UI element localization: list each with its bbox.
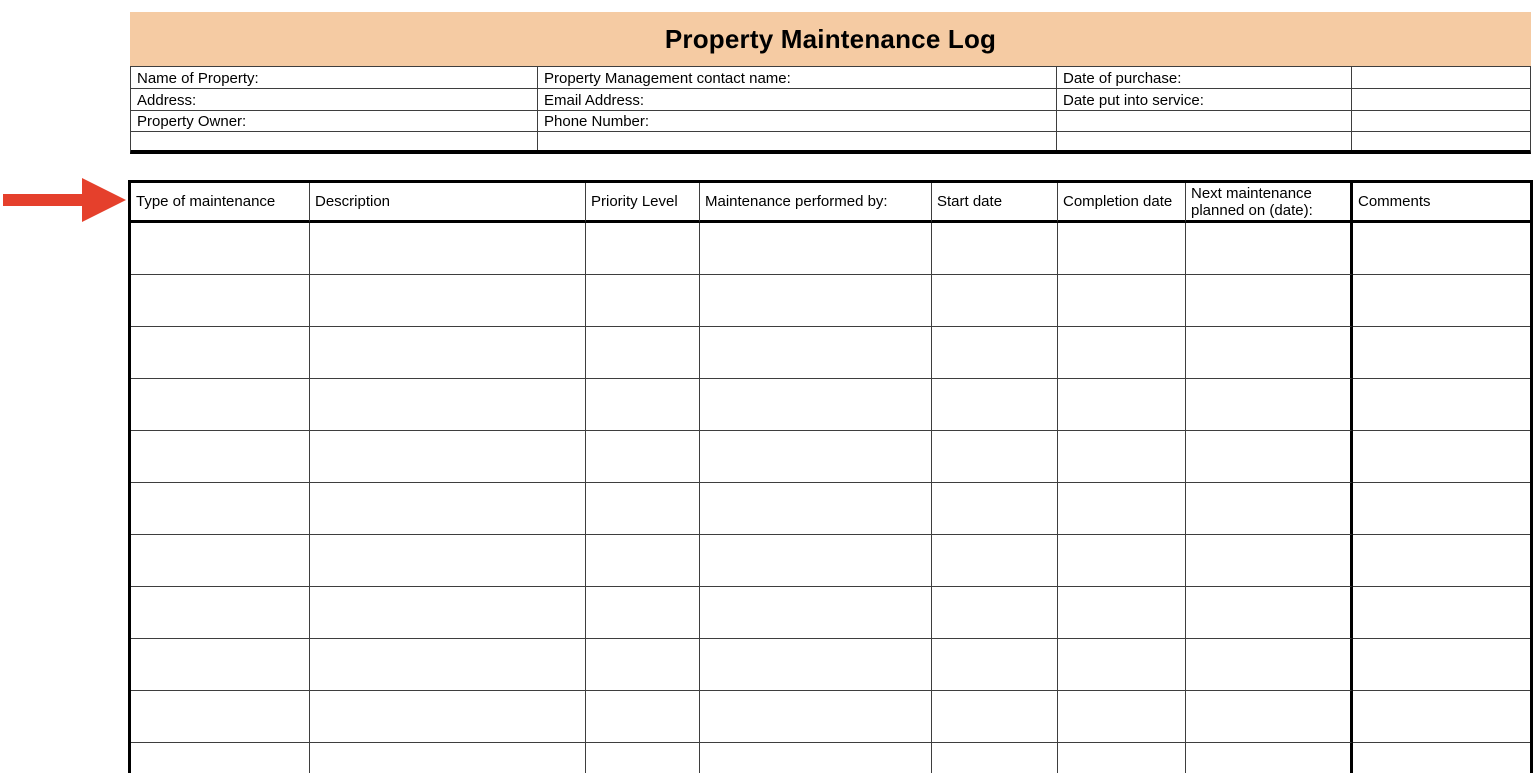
log-cell-type-of-maintenance[interactable] [131,639,310,691]
info-value-cell[interactable] [131,132,538,150]
log-cell-comments[interactable] [1353,275,1530,327]
log-cell-next-maintenance-planned-on-date[interactable] [1186,431,1353,483]
arrow-shaft [3,194,87,206]
column-header-type-of-maintenance: Type of maintenance [131,183,310,223]
log-cell-completion-date[interactable] [1058,743,1186,773]
info-label-name-of-property: Name of Property: [131,67,538,89]
log-cell-priority-level[interactable] [586,431,700,483]
log-cell-description[interactable] [310,691,586,743]
log-cell-completion-date[interactable] [1058,431,1186,483]
log-cell-priority-level[interactable] [586,275,700,327]
log-cell-start-date[interactable] [932,535,1058,587]
maintenance-log-table [128,180,1533,773]
log-cell-priority-level[interactable] [586,639,700,691]
info-value-cell[interactable] [1352,89,1530,111]
log-cell-comments[interactable] [1353,639,1530,691]
log-cell-comments[interactable] [1353,743,1530,773]
log-cell-completion-date[interactable] [1058,691,1186,743]
log-cell-description[interactable] [310,535,586,587]
log-cell-comments[interactable] [1353,691,1530,743]
log-cell-maintenance-performed-by[interactable] [700,379,932,431]
log-cell-priority-level[interactable] [586,535,700,587]
log-cell-priority-level[interactable] [586,483,700,535]
log-cell-comments[interactable] [1353,535,1530,587]
log-cell-type-of-maintenance[interactable] [131,327,310,379]
log-cell-start-date[interactable] [932,691,1058,743]
log-cell-type-of-maintenance[interactable] [131,379,310,431]
log-cell-priority-level[interactable] [586,691,700,743]
column-header-maintenance-performed-by: Maintenance performed by: [700,183,932,223]
log-cell-start-date[interactable] [932,327,1058,379]
log-cell-next-maintenance-planned-on-date[interactable] [1186,587,1353,639]
log-cell-start-date[interactable] [932,379,1058,431]
log-cell-maintenance-performed-by[interactable] [700,327,932,379]
column-header-comments: Comments [1353,183,1530,223]
info-value-cell[interactable] [1352,67,1530,89]
title-bar [130,12,1531,66]
log-cell-next-maintenance-planned-on-date[interactable] [1186,691,1353,743]
log-cell-completion-date[interactable] [1058,535,1186,587]
log-cell-comments[interactable] [1353,379,1530,431]
info-label-property-owner: Property Owner: [131,111,538,132]
log-cell-priority-level[interactable] [586,379,700,431]
info-value-cell[interactable] [1057,132,1352,150]
log-cell-next-maintenance-planned-on-date[interactable] [1186,483,1353,535]
log-cell-description[interactable] [310,275,586,327]
log-cell-description[interactable] [310,743,586,773]
red-arrow-annotation [0,0,130,773]
info-label-phone-number: Phone Number: [538,111,1057,132]
log-cell-next-maintenance-planned-on-date[interactable] [1186,223,1353,275]
column-header-start-date: Start date [932,183,1058,223]
log-cell-completion-date[interactable] [1058,587,1186,639]
log-cell-description[interactable] [310,431,586,483]
log-cell-maintenance-performed-by[interactable] [700,483,932,535]
log-cell-next-maintenance-planned-on-date[interactable] [1186,275,1353,327]
log-cell-description[interactable] [310,639,586,691]
info-value-cell[interactable] [1352,111,1530,132]
info-label-property-management-contact-name: Property Management contact name: [538,67,1057,89]
log-cell-completion-date[interactable] [1058,327,1186,379]
log-cell-type-of-maintenance[interactable] [131,587,310,639]
log-cell-priority-level[interactable] [586,223,700,275]
log-cell-comments[interactable] [1353,587,1530,639]
log-cell-description[interactable] [310,587,586,639]
log-cell-start-date[interactable] [932,275,1058,327]
column-header-next-maintenance-planned-on-date: Next maintenance planned on (date): [1186,183,1353,223]
info-label-date-put-into-service: Date put into service: [1057,89,1352,111]
log-cell-maintenance-performed-by[interactable] [700,691,932,743]
log-cell-maintenance-performed-by[interactable] [700,275,932,327]
log-cell-comments[interactable] [1353,483,1530,535]
log-cell-type-of-maintenance[interactable] [131,691,310,743]
info-value-cell[interactable] [538,132,1057,150]
log-cell-start-date[interactable] [932,223,1058,275]
log-cell-completion-date[interactable] [1058,483,1186,535]
log-cell-next-maintenance-planned-on-date[interactable] [1186,535,1353,587]
info-label-date-of-purchase: Date of purchase: [1057,67,1352,89]
log-cell-type-of-maintenance[interactable] [131,431,310,483]
log-cell-description[interactable] [310,379,586,431]
log-cell-comments[interactable] [1353,223,1530,275]
log-cell-completion-date[interactable] [1058,275,1186,327]
log-cell-maintenance-performed-by[interactable] [700,431,932,483]
log-cell-priority-level[interactable] [586,587,700,639]
log-cell-maintenance-performed-by[interactable] [700,535,932,587]
log-cell-priority-level[interactable] [586,743,700,773]
column-header-priority-level: Priority Level [586,183,700,223]
log-cell-maintenance-performed-by[interactable] [700,223,932,275]
info-label-email-address: Email Address: [538,89,1057,111]
log-cell-maintenance-performed-by[interactable] [700,639,932,691]
page-title: Property Maintenance Log [664,23,997,54]
log-cell-completion-date[interactable] [1058,379,1186,431]
log-cell-priority-level[interactable] [586,327,700,379]
log-cell-type-of-maintenance[interactable] [131,535,310,587]
log-cell-type-of-maintenance[interactable] [131,223,310,275]
log-cell-type-of-maintenance[interactable] [131,275,310,327]
log-cell-description[interactable] [310,327,586,379]
log-cell-start-date[interactable] [932,483,1058,535]
column-header-completion-date: Completion date [1058,183,1186,223]
info-value-cell[interactable] [1057,111,1352,132]
log-cell-next-maintenance-planned-on-date[interactable] [1186,327,1353,379]
log-cell-start-date[interactable] [932,639,1058,691]
info-label-address: Address: [131,89,538,111]
log-cell-maintenance-performed-by[interactable] [700,587,932,639]
info-value-cell[interactable] [1352,132,1530,150]
log-cell-next-maintenance-planned-on-date[interactable] [1186,379,1353,431]
column-header-description: Description [310,183,586,223]
log-cell-completion-date[interactable] [1058,223,1186,275]
log-cell-comments[interactable] [1353,327,1530,379]
log-cell-completion-date[interactable] [1058,639,1186,691]
log-cell-maintenance-performed-by[interactable] [700,743,932,773]
log-cell-start-date[interactable] [932,587,1058,639]
log-cell-start-date[interactable] [932,743,1058,773]
log-cell-next-maintenance-planned-on-date[interactable] [1186,639,1353,691]
log-cell-type-of-maintenance[interactable] [131,743,310,773]
log-cell-next-maintenance-planned-on-date[interactable] [1186,743,1353,773]
arrow-head-icon [82,178,126,222]
log-cell-description[interactable] [310,483,586,535]
log-cell-comments[interactable] [1353,431,1530,483]
log-cell-start-date[interactable] [932,431,1058,483]
log-cell-description[interactable] [310,223,586,275]
log-cell-type-of-maintenance[interactable] [131,483,310,535]
property-info-table [130,66,1531,154]
